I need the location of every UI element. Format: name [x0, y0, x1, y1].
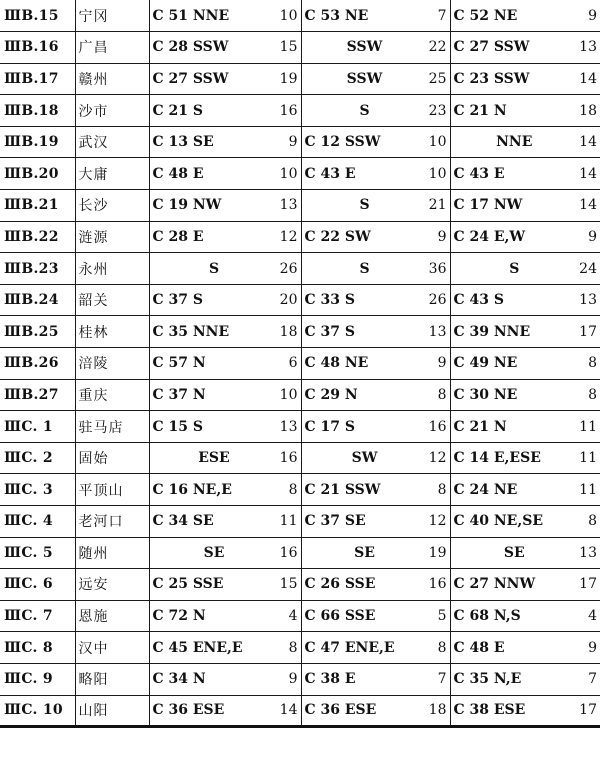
wind-direction: C 37 N [152, 386, 206, 403]
wind-direction: C 17 NW [453, 197, 523, 214]
table-row [0, 316, 600, 348]
wind-direction: SE [354, 544, 375, 561]
wind-direction: SW [351, 450, 378, 467]
wind-frequency: 26 [279, 260, 298, 277]
station-name: 远安 [75, 569, 149, 601]
wind-cell [450, 126, 600, 158]
wind-frequency: 11 [579, 450, 597, 467]
wind-frequency: 18 [579, 102, 597, 119]
wind-direction: C 72 N [152, 608, 206, 625]
wind-cell [301, 411, 450, 443]
wind-cell [149, 284, 301, 316]
station-name: 平顶山 [75, 474, 149, 506]
wind-direction: C 35 N,E [453, 671, 522, 688]
wind-direction: C 39 NNE [453, 323, 531, 340]
wind-cell [301, 379, 450, 411]
station-code: ⅢB.22 [0, 221, 75, 253]
wind-cell [450, 600, 600, 632]
wind-direction: C 34 N [152, 671, 206, 688]
wind-direction: C 25 SSE [152, 576, 224, 593]
wind-frequency: 10 [279, 165, 298, 182]
wind-direction: C 43 S [453, 292, 504, 309]
wind-frequency: 20 [279, 292, 298, 309]
wind-direction: C 68 N,S [453, 608, 521, 625]
wind-frequency: 13 [428, 323, 447, 340]
wind-cell [450, 284, 600, 316]
wind-direction: C 37 SE [304, 513, 366, 530]
table-row [0, 411, 600, 443]
wind-cell [301, 63, 450, 95]
wind-cell [450, 253, 600, 285]
wind-frequency: 11 [579, 481, 597, 498]
table-row [0, 348, 600, 380]
wind-direction: S [208, 260, 220, 277]
wind-cell [450, 190, 600, 222]
table-row [0, 506, 600, 538]
wind-frequency: 12 [428, 513, 447, 530]
wind-direction: S [359, 260, 370, 277]
wind-cell [149, 158, 301, 190]
wind-direction: C 37 S [152, 292, 203, 309]
station-code: ⅢC. 8 [0, 632, 75, 664]
wind-direction: C 38 E [304, 671, 356, 688]
wind-direction: C 40 NE,SE [453, 513, 543, 530]
wind-cell [301, 506, 450, 538]
station-name: 略阳 [75, 663, 149, 695]
station-code: ⅢC. 9 [0, 663, 75, 695]
station-name: 老河口 [75, 506, 149, 538]
wind-direction: SSW [346, 39, 383, 56]
wind-cell [301, 537, 450, 569]
station-name: 随州 [75, 537, 149, 569]
wind-cell [149, 190, 301, 222]
station-code: ⅢC. 6 [0, 569, 75, 601]
wind-direction: NNE [496, 134, 533, 151]
wind-frequency: 8 [288, 481, 298, 498]
wind-direction: C 34 SE [152, 513, 214, 530]
wind-cell [149, 474, 301, 506]
station-name: 固始 [75, 442, 149, 474]
wind-cell [149, 632, 301, 664]
wind-frequency: 13 [579, 544, 597, 561]
wind-cell [149, 316, 301, 348]
wind-direction: C 33 S [304, 292, 355, 309]
station-code: ⅢB.17 [0, 63, 75, 95]
wind-cell [149, 221, 301, 253]
wind-frequency: 16 [428, 418, 447, 435]
wind-cell [450, 695, 600, 727]
wind-direction: C 36 ESE [152, 702, 225, 719]
wind-cell [301, 0, 450, 32]
station-name: 韶关 [75, 284, 149, 316]
wind-frequency: 12 [279, 228, 298, 245]
wind-frequency: 11 [279, 513, 298, 530]
wind-cell [450, 663, 600, 695]
station-code: ⅢC. 3 [0, 474, 75, 506]
table-row [0, 474, 600, 506]
wind-direction: C 27 NNW [453, 576, 536, 593]
wind-direction: C 43 E [453, 165, 505, 182]
wind-frequency: 17 [579, 702, 597, 719]
wind-frequency: 25 [428, 70, 447, 87]
wind-frequency: 10 [428, 134, 447, 151]
wind-frequency: 17 [579, 576, 597, 593]
station-code: ⅢC. 4 [0, 506, 75, 538]
wind-direction: ESE [198, 450, 230, 467]
wind-cell [149, 569, 301, 601]
station-name: 汉中 [75, 632, 149, 664]
wind-direction: C 52 NE [453, 7, 518, 24]
wind-cell [450, 32, 600, 64]
wind-direction: C 26 SSE [304, 576, 376, 593]
wind-cell [149, 379, 301, 411]
wind-direction: C 37 S [304, 323, 355, 340]
wind-direction: C 48 E [453, 639, 505, 656]
wind-frequency: 14 [279, 702, 298, 719]
table-row [0, 600, 600, 632]
wind-cell [450, 221, 600, 253]
station-code: ⅢB.19 [0, 126, 75, 158]
wind-frequency: 26 [428, 292, 447, 309]
wind-frequency: 6 [288, 355, 298, 372]
station-name: 沙市 [75, 95, 149, 127]
station-name: 驻马店 [75, 411, 149, 443]
station-name: 广昌 [75, 32, 149, 64]
wind-cell [149, 411, 301, 443]
wind-cell [301, 158, 450, 190]
station-code: ⅢB.20 [0, 158, 75, 190]
wind-frequency: 8 [588, 386, 597, 403]
station-name: 桂林 [75, 316, 149, 348]
station-code: ⅢB.24 [0, 284, 75, 316]
wind-direction: C 17 S [304, 418, 355, 435]
wind-frequency: 8 [437, 481, 447, 498]
wind-direction: S [359, 197, 370, 214]
wind-frequency: 9 [437, 355, 447, 372]
wind-cell [450, 348, 600, 380]
wind-cell [149, 126, 301, 158]
wind-frequency: 8 [588, 513, 597, 530]
wind-direction: C 23 SSW [453, 70, 530, 87]
wind-frequency: 13 [579, 292, 597, 309]
wind-cell [450, 632, 600, 664]
table-row [0, 569, 600, 601]
wind-direction: C 29 N [304, 386, 358, 403]
wind-direction: C 48 E [152, 165, 204, 182]
wind-direction: C 28 SSW [152, 39, 229, 56]
wind-direction: C 27 SSW [453, 39, 530, 56]
table-row [0, 695, 600, 727]
wind-frequency: 4 [588, 608, 597, 625]
wind-direction: C 21 SSW [304, 481, 381, 498]
wind-cell [301, 569, 450, 601]
wind-cell [149, 95, 301, 127]
table-row [0, 63, 600, 95]
wind-frequency: 8 [288, 639, 298, 656]
table-row [0, 126, 600, 158]
wind-cell [301, 221, 450, 253]
wind-frequency: 9 [588, 639, 597, 656]
wind-direction: SE [503, 544, 525, 561]
table-row [0, 284, 600, 316]
station-name: 恩施 [75, 600, 149, 632]
table-row [0, 190, 600, 222]
wind-cell [301, 126, 450, 158]
wind-cell [301, 600, 450, 632]
wind-direction: SE [203, 544, 225, 561]
station-name: 重庆 [75, 379, 149, 411]
wind-cell [149, 663, 301, 695]
wind-frequency: 8 [437, 639, 447, 656]
wind-frequency: 12 [428, 450, 447, 467]
station-name: 山阳 [75, 695, 149, 727]
station-code: ⅢB.21 [0, 190, 75, 222]
wind-cell [450, 474, 600, 506]
wind-cell [301, 442, 450, 474]
wind-frequency: 19 [279, 70, 298, 87]
wind-cell [301, 190, 450, 222]
wind-cell [149, 600, 301, 632]
wind-direction: C 28 E [152, 228, 204, 245]
wind-frequency: 8 [437, 386, 447, 403]
station-name: 永州 [75, 253, 149, 285]
wind-direction: C 57 N [152, 355, 206, 372]
station-name: 大庸 [75, 158, 149, 190]
wind-frequency: 16 [279, 544, 298, 561]
wind-frequency: 22 [428, 39, 447, 56]
wind-cell [149, 506, 301, 538]
wind-cell [301, 695, 450, 727]
wind-cell [149, 537, 301, 569]
table-row [0, 0, 600, 32]
wind-direction: C 35 NNE [152, 323, 230, 340]
wind-cell [149, 442, 301, 474]
wind-frequency: 9 [288, 134, 298, 151]
wind-cell [450, 411, 600, 443]
wind-direction: S [509, 260, 520, 277]
wind-frequency: 5 [437, 608, 447, 625]
wind-direction: C 19 NW [152, 197, 222, 214]
wind-frequency: 10 [428, 165, 447, 182]
table-row [0, 158, 600, 190]
wind-direction: C 24 NE [453, 481, 518, 498]
wind-direction: C 14 E,ESE [453, 450, 541, 467]
wind-direction: C 30 NE [453, 386, 518, 403]
wind-cell [450, 442, 600, 474]
wind-cell [149, 32, 301, 64]
wind-direction: C 16 NE,E [152, 481, 232, 498]
wind-frequency: 13 [279, 418, 298, 435]
wind-frequency: 15 [279, 39, 298, 56]
wind-frequency: 9 [437, 228, 447, 245]
wind-frequency: 14 [579, 165, 597, 182]
wind-direction: C 27 SSW [152, 70, 229, 87]
station-code: ⅢB.26 [0, 348, 75, 380]
wind-direction: C 12 SSW [304, 134, 381, 151]
wind-direction: SSW [346, 70, 383, 87]
wind-frequency: 7 [588, 671, 597, 688]
station-code: ⅢC. 7 [0, 600, 75, 632]
wind-direction: C 53 NE [304, 7, 369, 24]
station-name: 涟源 [75, 221, 149, 253]
wind-direction: C 47 ENE,E [304, 639, 395, 656]
wind-direction: S [359, 102, 370, 119]
wind-frequency: 17 [579, 323, 597, 340]
wind-cell [301, 32, 450, 64]
wind-direction: C 49 NE [453, 355, 518, 372]
table-row [0, 32, 600, 64]
station-code: ⅢC. 1 [0, 411, 75, 443]
wind-cell [301, 95, 450, 127]
station-name: 长沙 [75, 190, 149, 222]
wind-cell [450, 316, 600, 348]
wind-frequency: 10 [279, 7, 298, 24]
wind-cell [149, 348, 301, 380]
station-code: ⅢC. 2 [0, 442, 75, 474]
wind-direction: C 51 NNE [152, 7, 230, 24]
wind-cell [450, 537, 600, 569]
wind-direction: C 38 ESE [453, 702, 526, 719]
station-name: 赣州 [75, 63, 149, 95]
station-code: ⅢB.15 [0, 0, 75, 32]
table-row [0, 632, 600, 664]
wind-frequency: 14 [579, 134, 597, 151]
wind-cell [149, 63, 301, 95]
station-code: ⅢB.25 [0, 316, 75, 348]
station-name: 宁冈 [75, 0, 149, 32]
wind-direction: C 21 N [453, 102, 507, 119]
wind-frequency: 18 [428, 702, 447, 719]
wind-frequency: 21 [428, 197, 447, 214]
wind-frequency: 23 [428, 102, 447, 119]
wind-cell [301, 663, 450, 695]
wind-cell [149, 253, 301, 285]
wind-direction: C 48 NE [304, 355, 369, 372]
wind-frequency: 10 [279, 386, 298, 403]
wind-direction: C 21 S [152, 102, 203, 119]
station-code: ⅢB.27 [0, 379, 75, 411]
wind-frequency: 13 [279, 197, 298, 214]
wind-frequency: 14 [579, 197, 597, 214]
wind-frequency: 13 [579, 39, 597, 56]
station-name: 武汉 [75, 126, 149, 158]
wind-frequency: 7 [437, 671, 447, 688]
wind-cell [450, 63, 600, 95]
wind-direction: C 15 S [152, 418, 203, 435]
wind-frequency: 16 [279, 102, 298, 119]
station-code: ⅢB.18 [0, 95, 75, 127]
wind-frequency: 14 [579, 70, 597, 87]
wind-cell [301, 348, 450, 380]
wind-cell [301, 284, 450, 316]
wind-cell [301, 316, 450, 348]
table-row [0, 221, 600, 253]
table-row [0, 663, 600, 695]
wind-direction: C 24 E,W [453, 228, 526, 245]
wind-cell [149, 0, 301, 32]
wind-frequency: 15 [279, 576, 298, 593]
wind-frequency: 24 [579, 260, 597, 277]
wind-cell [450, 95, 600, 127]
wind-direction: C 66 SSE [304, 608, 376, 625]
table-row [0, 253, 600, 285]
wind-frequency: 19 [428, 544, 447, 561]
table-row [0, 537, 600, 569]
wind-cell [149, 695, 301, 727]
wind-cell [450, 158, 600, 190]
wind-cell [301, 253, 450, 285]
wind-cell [450, 506, 600, 538]
wind-cell [301, 474, 450, 506]
wind-frequency: 36 [428, 260, 447, 277]
wind-frequency: 16 [428, 576, 447, 593]
wind-frequency: 9 [588, 7, 597, 24]
wind-direction: C 22 SW [304, 228, 371, 245]
table-row [0, 442, 600, 474]
wind-frequency: 7 [437, 7, 447, 24]
wind-cell [450, 0, 600, 32]
wind-direction: C 43 E [304, 165, 356, 182]
wind-frequency: 11 [579, 418, 597, 435]
wind-direction: C 13 SE [152, 134, 214, 151]
station-code: ⅢC. 5 [0, 537, 75, 569]
wind-direction: C 45 ENE,E [152, 639, 243, 656]
table-row [0, 379, 600, 411]
wind-cell [301, 632, 450, 664]
table-row [0, 95, 600, 127]
station-code: ⅢB.16 [0, 32, 75, 64]
wind-frequency: 9 [588, 228, 597, 245]
wind-frequency: 9 [288, 671, 298, 688]
wind-direction: C 21 N [453, 418, 507, 435]
wind-cell [450, 569, 600, 601]
station-code: ⅢB.23 [0, 253, 75, 285]
wind-cell [450, 379, 600, 411]
wind-direction: C 36 ESE [304, 702, 377, 719]
wind-frequency: 16 [279, 450, 298, 467]
wind-frequency: 18 [279, 323, 298, 340]
wind-frequency: 8 [588, 355, 597, 372]
station-name: 涪陵 [75, 348, 149, 380]
wind-frequency: 4 [288, 608, 298, 625]
station-code: ⅢC. 10 [0, 695, 75, 727]
